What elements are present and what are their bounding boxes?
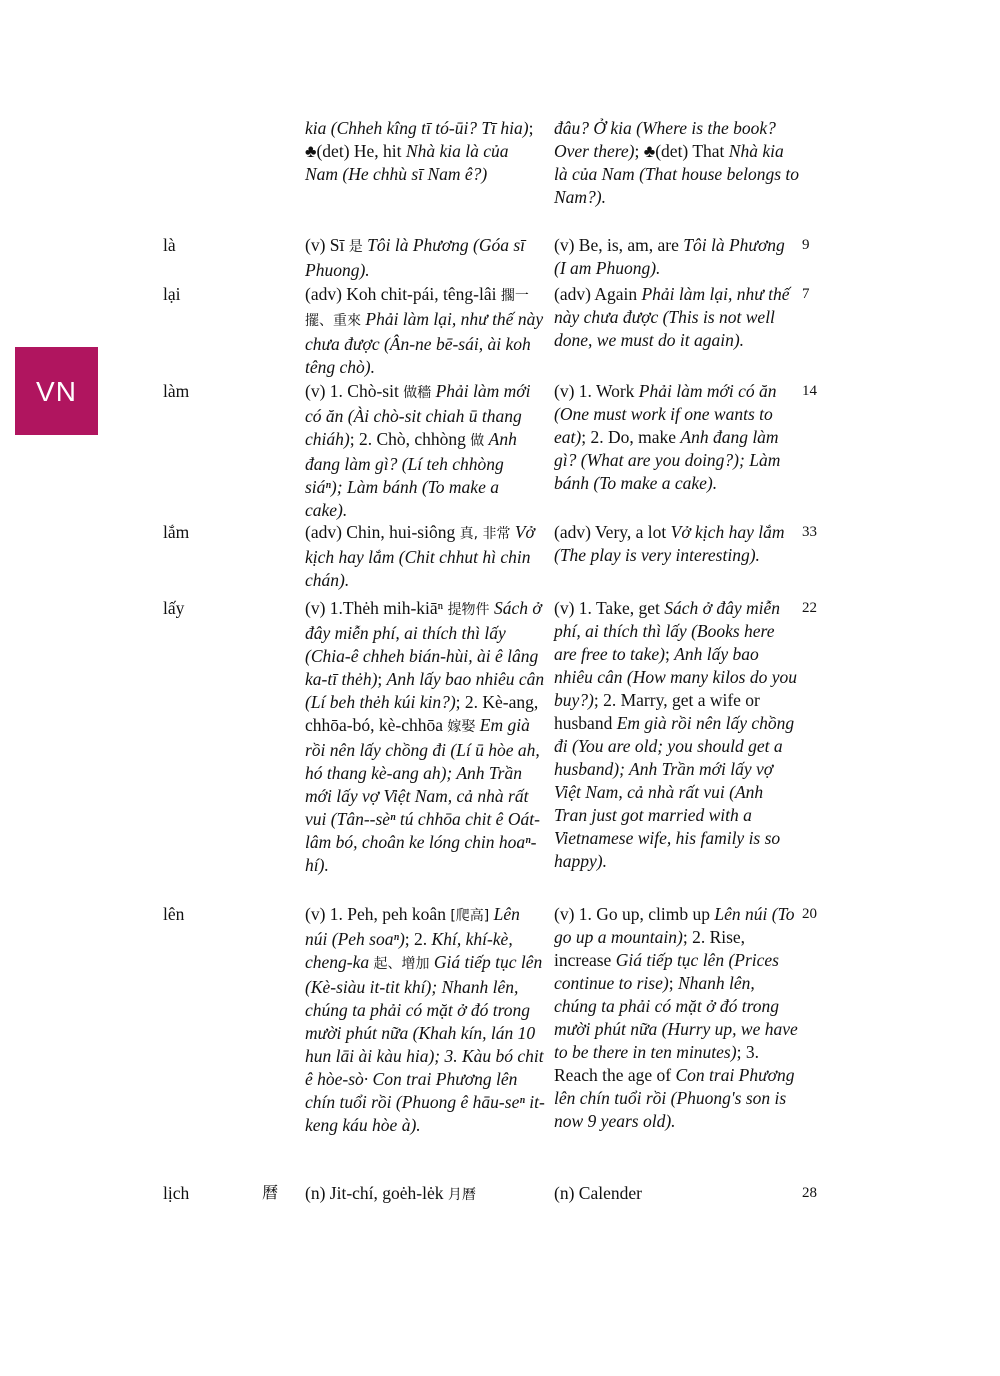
entry-english-definition: (n) Calender <box>554 1183 642 1203</box>
entry-headword: lên <box>163 904 185 924</box>
entry-english-definition: (v) Be, is, am, are Tôi là Phương (I am Phuong). <box>554 235 785 278</box>
entry-frequency-number: 20 <box>802 906 817 922</box>
entry-taiwanese-definition: (n) Jit-chí, goėh-lėk 月曆 <box>305 1183 476 1203</box>
entry-frequency-number: 22 <box>802 600 817 616</box>
entry-headword: lắm <box>163 522 190 542</box>
entry-frequency-number: 14 <box>802 383 817 399</box>
entry-english-definition: (v) 1. Work Phải làm mới có ăn (One must work if one wants to eat); 2. Do, make Anh đang làm gì? (What are you doing?); Làm bánh (To make a cake). <box>554 381 781 493</box>
entry-taiwanese-definition: (adv) Koh chit-pái, têng-lâi 擱一擺、重來 Phải làm lại, như thế này chưa được (Ân-ne bē-sái, ài koh têng chò). <box>305 284 544 377</box>
entry-frequency-number: 7 <box>802 286 810 302</box>
entry-taiwanese-definition: kia (Chheh kîng tī tó-ūi? Tī hia); ♣(det) He, hit Nhà kia là của Nam (He chhù sī Nam ê?) <box>305 118 534 184</box>
entry-frequency-number: 9 <box>802 237 810 253</box>
entry-english-definition: đâu? Ở kia (Where is the book? Over there); ♣(det) That Nhà kia là của Nam (That house belongs to Nam?). <box>554 118 799 207</box>
entry-taiwanese-definition: (v) 1.Thėh mih-kiāⁿ 提物件 Sách ở đây miễn phí, ai thích thì lấy (Chia-ê chheh bián-hùi, ài ê lâng ka-tī thėh); Anh lấy bao nhiêu cân (Lí beh thėh kúi kin?); 2. Kè-ang, chhōa-bó, kè-chhōa 嫁娶 Em già rồi nên lấy chồng đi (Lí ū hòe ah, hó thang kè-ang ah); Anh Trần mới lấy vợ Việt Nam, cả nhà rất vui (Tân--sèⁿ tú chhōa chit ê Oát-lâm bó, choân ke lóng chin hoaⁿ-hí). <box>305 598 545 875</box>
entry-headword: là <box>163 235 176 255</box>
entry-headword: làm <box>163 381 190 401</box>
entry-english-definition: (v) 1. Take, get Sách ở đây miễn phí, ai thích thì lấy (Books here are free to take); Anh lấy bao nhiêu cân (How many kilos do you buy?); 2. Marry, get a wife or husband Em già rồi nên lấy chồng đi (You are old; you should get a husband); Anh Trần mới lấy vợ Việt Nam, cả nhà rất vui (Anh Tran just got married with a Vietnamese wife, his family is so happy). <box>554 598 798 871</box>
entry-english-definition: (adv) Again Phải làm lại, như thế này chưa được (This is not well done, we must do it again). <box>554 284 790 350</box>
entry-frequency-number: 28 <box>802 1185 817 1201</box>
section-tab <box>15 347 98 435</box>
entry-headword: lại <box>163 284 181 304</box>
entry-han-character: 曆 <box>262 1185 279 1202</box>
entry-taiwanese-definition: (v) 1. Peh, peh koân [爬高] Lên núi (Peh soaⁿ); 2. Khí, khí-kè, cheng-ka 起、增加 Giá tiếp tục lên (Kè-siàu it-tit khí); Nhanh lên, chúng ta phải có mặt ở đó trong mười phút nữa (Khah kín, lán 10 hun lāi ài kàu hia); 3. Kàu bó chit ê hòe-sò· Con trai Phương lên chín tuổi rồi (Phuong ê hāu-seⁿ it-keng káu hòe à). <box>305 904 545 1135</box>
entry-taiwanese-definition: (v) Sī 是 Tôi là Phương (Góa sī Phuong). <box>305 235 526 280</box>
entry-taiwanese-definition: (adv) Chin, hui-siông 真, 非常 Vở kịch hay lắm (Chit chhut hì chin chán). <box>305 522 535 590</box>
section-tab-label: VN <box>36 375 77 407</box>
entry-headword: lấy <box>163 598 185 618</box>
entry-taiwanese-definition: (v) 1. Chò-sit 做穡 Phải làm mới có ăn (Ài chò-sit chiah ū thang chiáh); 2. Chò, chhòng 做 Anh đang làm gì? (Lí teh chhòng siáⁿ); Làm bánh (To make a cake). <box>305 381 531 520</box>
entry-headword: lịch <box>163 1183 190 1203</box>
entry-english-definition: (adv) Very, a lot Vở kịch hay lắm (The play is very interesting). <box>554 522 785 565</box>
entry-english-definition: (v) 1. Go up, climb up Lên núi (To go up a mountain); 2. Rise, increase Giá tiếp tục lên (Prices continue to rise); Nhanh lên, chúng ta phải có mặt ở đó trong mười phút nữa (Hurry up, we have to be there in ten minutes); 3. Reach the age of Con trai Phương lên chín tuổi rồi (Phuong's son is now 9 years old). <box>554 904 798 1131</box>
entry-frequency-number: 33 <box>802 524 817 540</box>
